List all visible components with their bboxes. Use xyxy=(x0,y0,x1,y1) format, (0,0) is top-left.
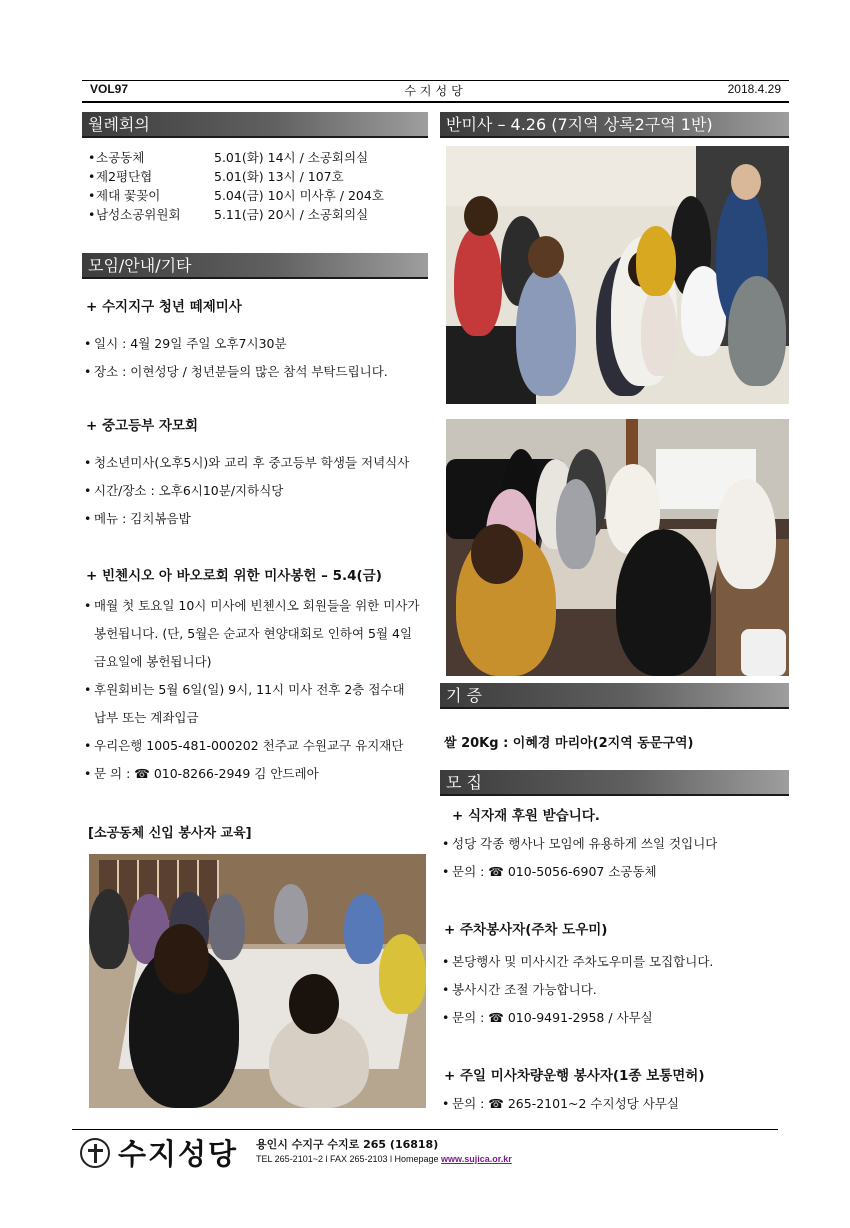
issue-date: 2018.4.29 xyxy=(727,82,781,96)
list-item: • 후원회비는 5월 6일(일) 9시, 11시 미사 전후 2층 접수대 xyxy=(84,682,405,697)
section-ban-mass xyxy=(440,112,789,138)
notice-heading: + 중고등부 자모회 xyxy=(86,418,198,434)
ban-mass-group-photo xyxy=(446,146,789,404)
ban-mass-ceremony-photo xyxy=(446,419,789,676)
list-item: • 문의 : ☎ 010-9491-2958 / 사무실 xyxy=(442,1010,653,1025)
training-photo xyxy=(89,854,426,1108)
section-donation xyxy=(440,683,789,709)
newsletter-header xyxy=(82,80,789,103)
list-item: • 일시 : 4월 29일 주일 오후7시30분 xyxy=(84,336,287,351)
youth-mass-details xyxy=(82,330,428,386)
volume-number: VOL97 xyxy=(90,82,129,96)
vincent-details xyxy=(82,592,428,788)
list-item: • 우리은행 1005-481-000202 천주교 수원교구 유지재단 xyxy=(84,738,404,753)
section-title: 모 집 xyxy=(446,773,482,792)
list-item: • 성당 각종 행사나 모임에 유용하게 쓰일 것입니다 xyxy=(442,836,718,851)
list-item-continuation: 납부 또는 계좌입금 xyxy=(94,710,199,725)
list-item: • 제대 꽃꽂이 5.04(금) 10시 미사후 / 204호 xyxy=(88,188,384,203)
list-item: • 소공동체 5.01(화) 14시 / 소공회의실 xyxy=(88,150,369,165)
parents-details xyxy=(82,449,428,533)
list-item: • 매월 첫 토요일 10시 미사에 빈첸시오 회원들을 위한 미사가 xyxy=(84,598,420,613)
list-item-continuation: 금요일에 봉헌됩니다) xyxy=(94,654,212,669)
list-item: • 제2평단협 5.01(화) 13시 / 107호 xyxy=(88,169,344,184)
food-donation-details xyxy=(440,830,789,886)
section-notices xyxy=(82,253,428,279)
section-title: 월례회의 xyxy=(88,115,150,134)
list-item-continuation: 봉헌됩니다. (단, 5월은 순교자 현양대회로 인하여 5월 4일 xyxy=(94,626,413,641)
section-title: 반미사 – 4.26 (7지역 상록2구역 1반) xyxy=(446,115,713,134)
list-item: • 봉사시간 조절 가능합니다. xyxy=(442,982,597,997)
section-monthly-meeting xyxy=(82,112,428,138)
parking-details xyxy=(440,948,789,1032)
footer xyxy=(72,1129,778,1172)
parking-heading: + 주차봉사자(주차 도우미) xyxy=(444,922,608,938)
driver-heading: + 주일 미사차량운행 봉사자(1종 보통면허) xyxy=(444,1068,705,1084)
notice-heading: + 빈첸시오 아 바오로회 위한 미사봉헌 – 5.4(금) xyxy=(86,568,382,584)
section-title: 모임/안내/기타 xyxy=(88,256,192,275)
food-donation-heading: + 식자재 후원 받습니다. xyxy=(452,808,600,824)
youth-mass-notice xyxy=(86,295,428,315)
notice-heading: + 수지지구 청년 떼제미사 xyxy=(86,299,242,315)
parents-notice xyxy=(86,414,428,434)
list-item: • 문의 : ☎ 010-5056-6907 소공동체 xyxy=(442,864,657,879)
newsletter-title: 수지성당 xyxy=(404,84,467,98)
list-item: • 남성소공위원회 5.11(금) 20시 / 소공회의실 xyxy=(88,207,369,222)
driver-details xyxy=(440,1090,789,1118)
list-item: • 청소년미사(오후5시)와 교리 후 중고등부 학생들 저녁식사 xyxy=(84,455,410,470)
list-item: • 본당행사 및 미사시간 주차도우미를 모집합니다. xyxy=(442,954,714,969)
list-item: • 문의 : ☎ 265-2101~2 수지성당 사무실 xyxy=(442,1096,679,1111)
homepage-link[interactable]: www.sujica.or.kr xyxy=(441,1154,512,1164)
church-logo-icon xyxy=(80,1138,110,1168)
footer-address: 용인시 수지구 수지로 265 (16818) xyxy=(256,1138,439,1151)
list-item: • 장소 : 이현성당 / 청년분들의 많은 참석 부탁드립니다. xyxy=(84,364,388,379)
meeting-list xyxy=(82,148,428,224)
training-heading: [소공동체 신입 봉사자 교육] xyxy=(88,826,252,841)
vincent-notice xyxy=(86,564,428,584)
section-recruit xyxy=(440,770,789,796)
section-title: 기 증 xyxy=(446,686,482,705)
donation-text: 쌀 20Kg : 이혜경 마리아(2지역 동문구역) xyxy=(444,736,694,751)
list-item: • 문 의 : ☎ 010-8266-2949 김 안드레아 xyxy=(84,766,319,781)
list-item: • 시간/장소 : 오후6시10분/지하식당 xyxy=(84,483,284,498)
footer-brand: 수지성당 xyxy=(118,1137,239,1171)
footer-contact: TEL 265-2101~2 l FAX 265-2103 l Homepage www.sujica.or.kr xyxy=(256,1154,512,1164)
list-item: • 메뉴 : 김치볶음밥 xyxy=(84,511,191,526)
